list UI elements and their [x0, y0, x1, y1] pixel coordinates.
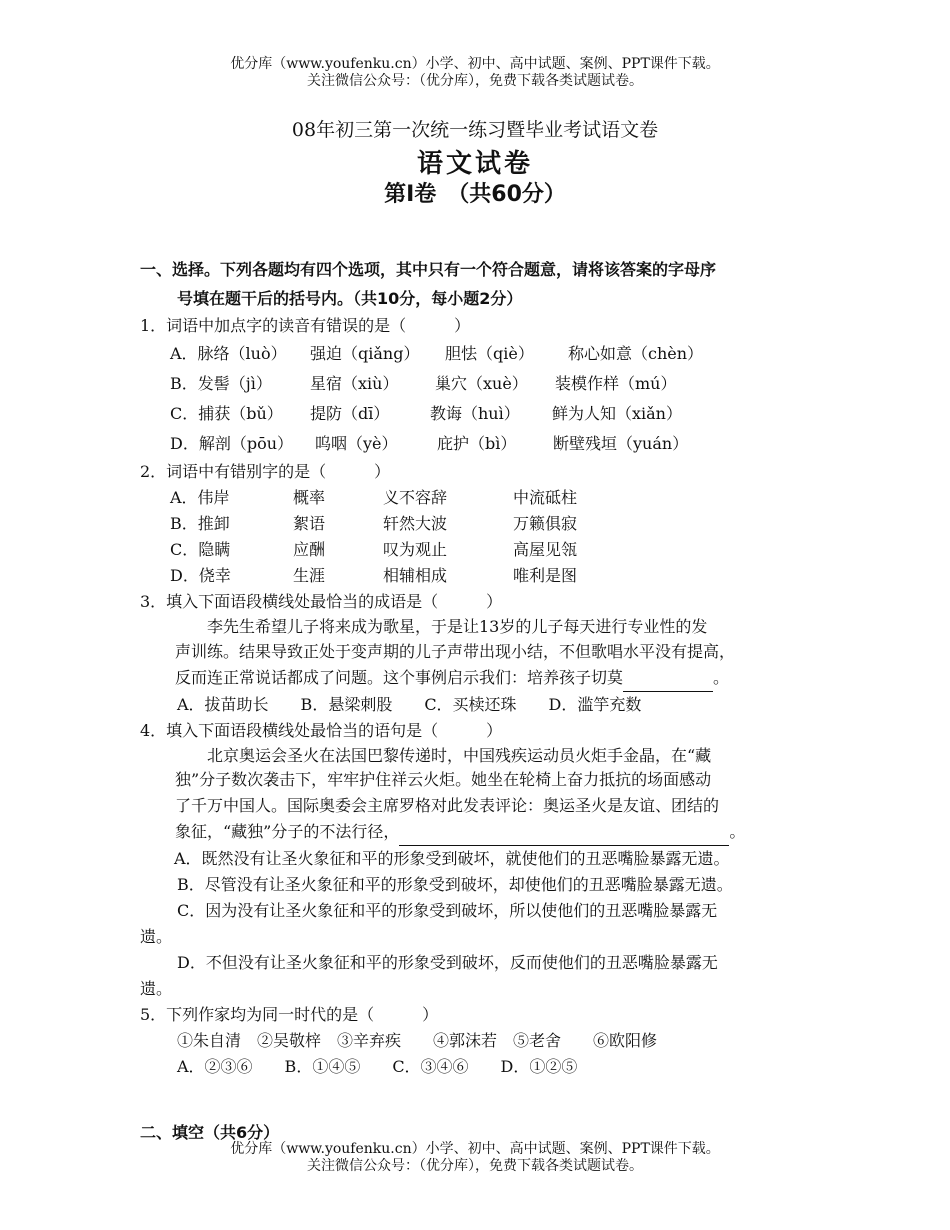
header-line-1: 优分库（www.youfenku.cn）小学、初中、高中试题、案例、PPT课件下载。 — [230, 56, 720, 72]
question-4-option-b: B．尽管没有让圣火象征和平的形象受到破坏，却使他们的丑恶嘴脸暴露无遗。 — [177, 875, 733, 894]
answer-blank[interactable] — [399, 819, 729, 846]
question-4-stem: 4．填入下面语段横线处最恰当的语句是（ ） — [140, 720, 503, 740]
question-4-option-d: D．不但没有让圣火象征和平的形象受到破坏，反而使他们的丑恶嘴脸暴露无 — [177, 953, 718, 972]
question-5-options: A．②③⑥ B．①④⑤ C．③④⑥ D．①②⑤ — [177, 1057, 578, 1076]
section-1-heading-cont: 号填在题干后的括号内。（共10分，每小题2分） — [177, 289, 523, 308]
question-4-option-c: C．因为没有让圣火象征和平的形象受到破坏，所以使他们的丑恶嘴脸暴露无 — [177, 901, 718, 920]
part-title: 第Ⅰ卷 （共60分） — [384, 182, 566, 207]
question-2-option-c: C．隐瞒 应酬 叹为观止 高屋见瓴 — [170, 540, 578, 559]
question-3-stem: 3．填入下面语段横线处最恰当的成语是（ ） — [140, 592, 503, 611]
answer-blank[interactable] — [623, 665, 713, 692]
question-3-passage-line-1: 李先生希望儿子将来成为歌星，于是让13岁的儿子每天进行专业性的发 — [207, 617, 708, 636]
question-2-option-d: D．侥幸 生涯 相辅相成 唯利是图 — [170, 566, 578, 585]
question-4-passage-line-2: 独”分子数次袭击下，牢牢护住祥云火炬。她坐在轮椅上奋力抵抗的场面感动 — [175, 770, 712, 789]
question-1-option-a: A．脉络（luò） 强迫（qiǎng） 胆怯（qiè） 称心如意（chèn） — [170, 344, 704, 363]
question-1-stem: 1．词语中加点字的读音有错误的是（ ） — [140, 316, 471, 335]
section-2-heading: 二、填空（共6分） — [140, 1123, 280, 1142]
question-5-author-list: ①朱自清 ②吴敬梓 ③辛弃疾 ④郭沫若 ⑤老舍 ⑥欧阳修 — [177, 1031, 658, 1050]
question-1-option-b: B．发髻（jì） 星宿（xiù） 巢穴（xuè） 装模作样（mú） — [170, 374, 677, 393]
question-3-passage-line-2: 声训练。结果导致正处于变声期的儿子声带出现小结，不但歌唱水平没有提高， — [175, 641, 736, 661]
question-3-passage-line-3: 反而连正常说话都成了问题。这个事例启示我们：培养孩子切莫 。 — [140, 665, 830, 692]
page-footer — [0, 1141, 950, 1175]
question-3-options: A．拔苗助长 B．悬梁刺股 C．买椟还珠 D．滥竽充数 — [177, 694, 642, 714]
question-4-option-d-cont: 遗。 — [140, 979, 173, 998]
question-4-option-c-cont: 遗。 — [140, 927, 173, 946]
section-1-heading: 一、选择。下列各题均有四个选项，其中只有一个符合题意，请将该答案的字母序 — [140, 260, 717, 279]
exam-subtitle: 08年初三第一次统一练习暨毕业考试语文卷 — [291, 119, 659, 141]
question-4-passage-line-3: 了千万中国人。国际奥委会主席罗格对此发表评论：奥运圣火是友谊、团结的 — [175, 796, 720, 815]
question-2-option-b: B．推卸 絮语 轩然大波 万籁俱寂 — [170, 514, 578, 533]
header-line-2: 关注微信公众号：（优分库），免费下载各类试题试卷。 — [307, 73, 643, 89]
question-2-option-a: A．伟岸 概率 义不容辞 中流砥柱 — [170, 488, 578, 507]
question-2-stem: 2．词语中有错别字的是（ ） — [140, 462, 391, 481]
page-header — [0, 56, 950, 90]
question-4-option-a: A．既然没有让圣火象征和平的形象受到破坏，就使他们的丑恶嘴脸暴露无遗。 — [174, 849, 730, 868]
question-4-passage-line-4: 象征，“藏独”分子的不法行径， 。 — [140, 819, 830, 846]
question-4-passage-line-1: 北京奥运会圣火在法国巴黎传递时，中国残疾运动员火炬手金晶，在“藏 — [207, 745, 712, 765]
question-1-option-c: C．捕获（bǔ） 提防（dī） 教诲（huì） 鲜为人知（xiǎn） — [170, 404, 682, 423]
footer-line-1: 优分库（www.youfenku.cn）小学、初中、高中试题、案例、PPT课件下载。 — [230, 1141, 720, 1157]
question-1-option-d: D．解剖（pōu） 呜咽（yè） 庇护（bì） 断壁残垣（yuán） — [170, 434, 689, 453]
spacer — [140, 1080, 830, 1118]
exam-body — [140, 255, 830, 1147]
exam-title: 语文试卷 — [416, 149, 533, 179]
question-5-stem: 5．下列作家均为同一时代的是（ ） — [140, 1005, 439, 1024]
footer-line-2: 关注微信公众号：（优分库），免费下载各类试题试卷。 — [307, 1158, 643, 1174]
